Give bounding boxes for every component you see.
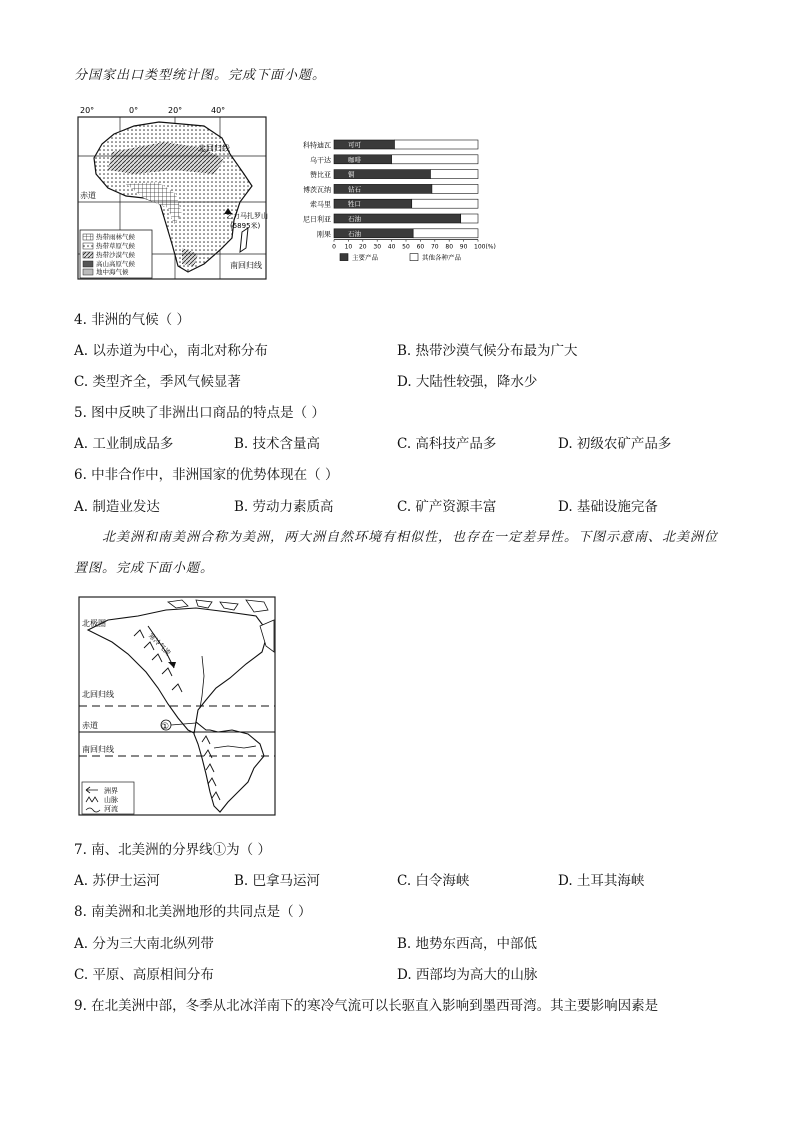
bar-other-products xyxy=(412,199,478,208)
lon-label-20w: 20° xyxy=(80,106,95,115)
bar-inner-label: 可可 xyxy=(348,141,361,149)
boundary-marker: ① xyxy=(161,722,170,732)
tropic-south-label: 南回归线 xyxy=(230,261,262,270)
question-7-stem: 7. 南、北美洲的分界线①为（ ） xyxy=(74,842,271,858)
legend-swatch-other xyxy=(410,254,418,261)
q5-option-c[interactable]: C. 高科技产品多 xyxy=(397,436,497,452)
question-4-stem: 4. 非洲的气候（ ） xyxy=(74,312,190,328)
x-tick-label: 20 xyxy=(358,243,367,251)
q5-option-b[interactable]: B. 技术含量高 xyxy=(234,436,321,452)
question-9-stem: 9. 在北美洲中部，冬季从北冰洋南下的寒冷气流可以长驱直入影响到墨西哥湾。其主要影响因素是 xyxy=(74,998,659,1014)
cold-air-label: 寒冷气流 xyxy=(146,631,173,658)
bar-main-product xyxy=(334,140,394,149)
question-6-stem: 6. 中非合作中，非洲国家的优势体现在（ ） xyxy=(74,467,339,483)
category-label: 赞比亚 xyxy=(310,171,331,180)
q6-option-b[interactable]: B. 劳动力素质高 xyxy=(234,499,334,515)
bar-other-products xyxy=(413,229,478,238)
bar-inner-label: 钻石 xyxy=(348,185,361,194)
category-label: 索马里 xyxy=(310,200,331,209)
legend-item-2: 热带草原气候 xyxy=(96,242,135,250)
intro-text-1: 分国家出口类型统计图。完成下面小题。 xyxy=(74,68,327,83)
lon-label-20e: 20° xyxy=(168,106,183,115)
bar-main-product xyxy=(334,229,413,238)
legend-item-3: 热带沙漠气候 xyxy=(96,251,135,259)
x-tick-label: 100(%) xyxy=(474,243,496,251)
equator-label: 赤道 xyxy=(82,721,98,730)
bar-inner-label: 牲口 xyxy=(348,200,361,209)
q6-option-a[interactable]: A. 制造业发达 xyxy=(74,499,160,515)
intro-text-2b: 置图。完成下面小题。 xyxy=(74,561,215,576)
equator-label: 赤道 xyxy=(80,191,96,200)
intro-text-2a: 北美洲和南美洲合称为美洲，两大洲自然环境有相似性，也存在一定差异性。下图示意南、北美洲位 xyxy=(102,530,719,545)
x-tick-label: 50 xyxy=(402,243,410,251)
q7-option-b[interactable]: B. 巴拿马运河 xyxy=(234,873,321,889)
question-5-stem: 5. 图中反映了非洲出口商品的特点是（ ） xyxy=(74,405,325,421)
legend-label-other: 其他各种产品 xyxy=(422,253,461,262)
export-chart xyxy=(282,138,512,288)
tropic-north-label: 北回归线 xyxy=(198,144,230,153)
tropic-south-label: 南回归线 xyxy=(82,745,114,754)
q5-option-d[interactable]: D. 初级农矿产品多 xyxy=(558,436,672,452)
legend-swatch-main xyxy=(340,254,348,261)
americas-map xyxy=(78,596,278,818)
x-tick-label: 40 xyxy=(387,243,396,251)
legend-item-4: 高山高原气候 xyxy=(96,260,135,268)
bar-other-products xyxy=(392,155,478,164)
q4-option-d[interactable]: D. 大陆性较强，降水少 xyxy=(397,374,538,390)
africa-climate-map xyxy=(74,104,274,284)
arctic-circle-label: 北极圈 xyxy=(82,619,106,628)
mountain-height-label: (5895米) xyxy=(230,222,261,230)
legend-item-1: 热带雨林气候 xyxy=(96,233,135,241)
category-label: 刚果 xyxy=(317,230,331,239)
category-label: 博茨瓦纳 xyxy=(303,185,331,194)
q8-option-c[interactable]: C. 平原、高原相间分布 xyxy=(74,967,214,983)
x-tick-label: 30 xyxy=(373,243,382,251)
x-tick-label: 80 xyxy=(445,243,454,251)
bar-inner-label: 石油 xyxy=(348,215,361,223)
legend-item-5: 地中海气候 xyxy=(96,268,129,276)
lon-label-40e: 40° xyxy=(211,106,226,115)
category-label: 科特迪瓦 xyxy=(303,141,331,150)
q4-option-c[interactable]: C. 类型齐全，季风气候显著 xyxy=(74,374,241,390)
x-tick-label: 0 xyxy=(332,243,336,251)
bar-inner-label: 石油 xyxy=(348,229,361,238)
legend-boundary: 洲界 xyxy=(104,787,118,795)
q8-option-b[interactable]: B. 地势东西高，中部低 xyxy=(397,936,538,952)
q6-option-d[interactable]: D. 基础设施完备 xyxy=(558,499,658,515)
q7-option-c[interactable]: C. 白令海峡 xyxy=(397,873,470,889)
category-label: 乌干达 xyxy=(310,156,331,165)
q5-option-a[interactable]: A. 工业制成品多 xyxy=(74,436,174,452)
mountain-label: 乞力马扎罗山 xyxy=(226,212,268,220)
bar-inner-label: 咖啡 xyxy=(348,155,361,164)
q6-option-c[interactable]: C. 矿产资源丰富 xyxy=(397,499,497,515)
bar-other-products xyxy=(432,184,478,193)
lon-label-0: 0° xyxy=(129,106,139,115)
q8-option-d[interactable]: D. 西部均为高大的山脉 xyxy=(397,967,538,983)
bar-inner-label: 铜 xyxy=(348,170,355,179)
category-label: 尼日利亚 xyxy=(303,215,331,224)
question-8-stem: 8. 南美洲和北美洲地形的共同点是（ ） xyxy=(74,904,312,920)
legend-mountain: 山脉 xyxy=(104,796,118,804)
x-tick-label: 60 xyxy=(416,243,425,251)
q7-option-a[interactable]: A. 苏伊士运河 xyxy=(74,873,160,889)
q8-option-a[interactable]: A. 分为三大南北纵列带 xyxy=(74,936,214,952)
legend-river: 河流 xyxy=(104,805,118,813)
x-tick-label: 70 xyxy=(430,243,439,251)
bar-other-products xyxy=(430,170,478,179)
x-tick-label: 10 xyxy=(344,243,353,251)
bar-main-product xyxy=(334,199,412,208)
x-tick-label: 90 xyxy=(459,243,468,251)
q7-option-d[interactable]: D. 土耳其海峡 xyxy=(558,873,645,889)
legend-label-main: 主要产品 xyxy=(352,253,378,262)
tropic-north-label: 北回归线 xyxy=(82,690,114,699)
bar-other-products xyxy=(394,140,478,149)
q4-option-b[interactable]: B. 热带沙漠气候分布最为广大 xyxy=(397,343,578,359)
bar-other-products xyxy=(461,214,478,223)
bar-main-product xyxy=(334,155,392,164)
q4-option-a[interactable]: A. 以赤道为中心，南北对称分布 xyxy=(74,343,268,359)
